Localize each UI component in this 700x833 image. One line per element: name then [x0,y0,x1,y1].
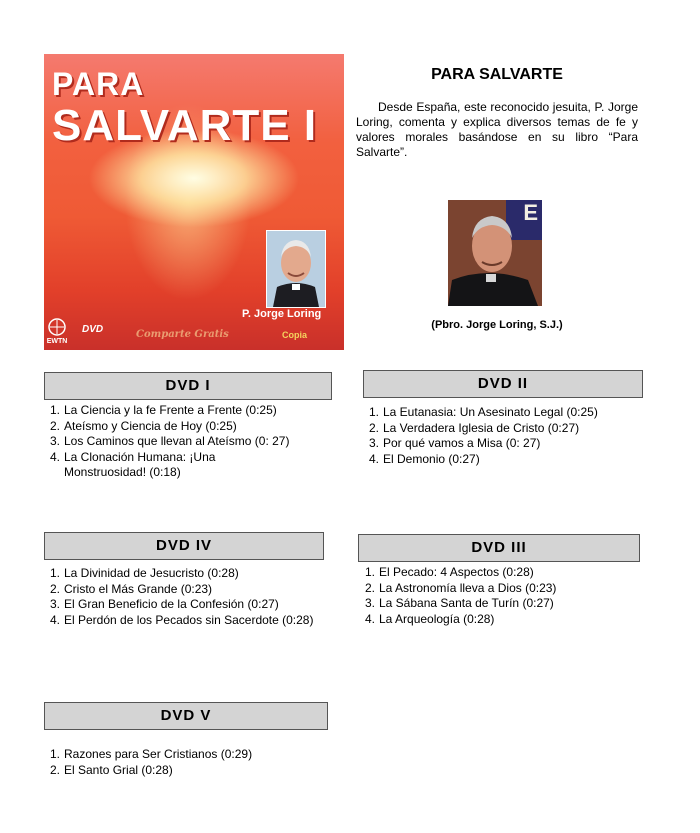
item-number: 2. [50,418,61,433]
ewtn-logo-text: EWTN [46,338,68,345]
list-item [365,612,645,628]
cover-title-line2: SALVARTE I [52,101,318,150]
page-title: PARA SALVARTE [431,66,563,83]
list-item [369,452,649,468]
item-title: El Pecado: 4 Aspectos (0:28) [379,565,534,579]
item-title: La Arqueología (0:28) [379,611,495,626]
dvd3-episode-list [365,565,645,627]
portrait-caption: (Pbro. Jorge Loring, S.J.) [431,319,563,331]
item-number: 2. [50,762,61,777]
dvd3-header: DVD III [358,534,640,562]
portrait-background-sign: E [523,200,538,225]
cover-copy-label: Copia [282,330,308,340]
list-item [50,597,320,613]
list-item [365,596,645,612]
list-item [365,565,645,581]
item-number: 1. [369,405,380,419]
dvd1-header: DVD I [44,372,332,400]
description-paragraph: Desde España, este reconocido jesuita, P. Jorge Loring, comenta y explica diversos temas de fe y valores morales basándose en su libro “Para Salvarte”. [356,100,638,159]
dvd4-episode-list [50,566,320,628]
list-item [50,613,320,629]
list-item [50,747,320,763]
item-number: 1. [50,747,61,761]
item-title: El Gran Beneficio de la Confesión (0:27) [64,597,279,611]
item-title: El Perdón de los Pecados sin Sacerdote (0:28) [64,612,314,627]
dvd1-episode-list [50,403,320,481]
item-number: 4. [50,612,61,627]
item-title: Los Caminos que llevan al Ateísmo (0: 27) [64,434,290,448]
dvd4-header: DVD IV [44,532,324,560]
item-title: La Ciencia y la fe Frente a Frente (0:25) [64,403,277,417]
item-title: Cristo el Más Grande (0:23) [64,581,213,596]
item-title: La Clonación Humana: ¡Una Monstruosidad! (0:18) [64,449,216,479]
ewtn-logo [46,318,68,346]
item-title: El Demonio (0:27) [383,451,480,466]
item-number: 2. [50,581,61,596]
list-item [50,450,249,481]
item-number: 3. [50,434,61,448]
list-item [365,581,645,597]
list-item [50,403,320,419]
dvd-format-logo: DVD [82,324,104,335]
cover-title-line1: PARA [52,66,145,102]
item-number: 1. [50,403,61,417]
list-item [50,419,320,435]
item-title: La Verdadera Iglesia de Cristo (0:27) [383,420,580,435]
list-item [369,405,649,421]
item-number: 3. [369,436,380,450]
dvd2-episode-list [369,405,649,467]
dvd-cover-image [44,54,344,350]
priest-portrait-photo [448,200,542,306]
item-title: El Santo Grial (0:28) [64,762,173,777]
item-number: 1. [50,566,61,580]
dvd5-episode-list [50,747,320,778]
item-title: La Astronomía lleva a Dios (0:23) [379,580,557,595]
cover-slogan: Comparte Gratis [136,329,229,340]
item-number: 3. [50,597,61,611]
item-number: 4. [50,449,61,464]
list-item [50,763,320,779]
item-number: 2. [369,420,380,435]
item-title: La Sábana Santa de Turín (0:27) [379,596,554,610]
list-item [369,421,649,437]
dvd2-header: DVD II [363,370,643,398]
item-number: 4. [365,611,376,626]
item-number: 1. [365,565,376,579]
dvd5-header: DVD V [44,702,328,730]
item-title: Ateísmo y Ciencia de Hoy (0:25) [64,418,237,433]
cover-priest-photo [266,230,326,308]
item-number: 4. [369,451,380,466]
item-title: La Eutanasia: Un Asesinato Legal (0:25) [383,405,598,419]
item-number: 2. [365,580,376,595]
item-title: Por qué vamos a Misa (0: 27) [383,436,541,450]
item-number: 3. [365,596,376,610]
list-item [50,582,320,598]
list-item [369,436,649,452]
item-title: Razones para Ser Cristianos (0:29) [64,747,253,761]
list-item [50,566,320,582]
cover-person-name: P. Jorge Loring [242,308,322,320]
list-item [50,434,320,450]
item-title: La Divinidad de Jesucristo (0:28) [64,566,239,580]
